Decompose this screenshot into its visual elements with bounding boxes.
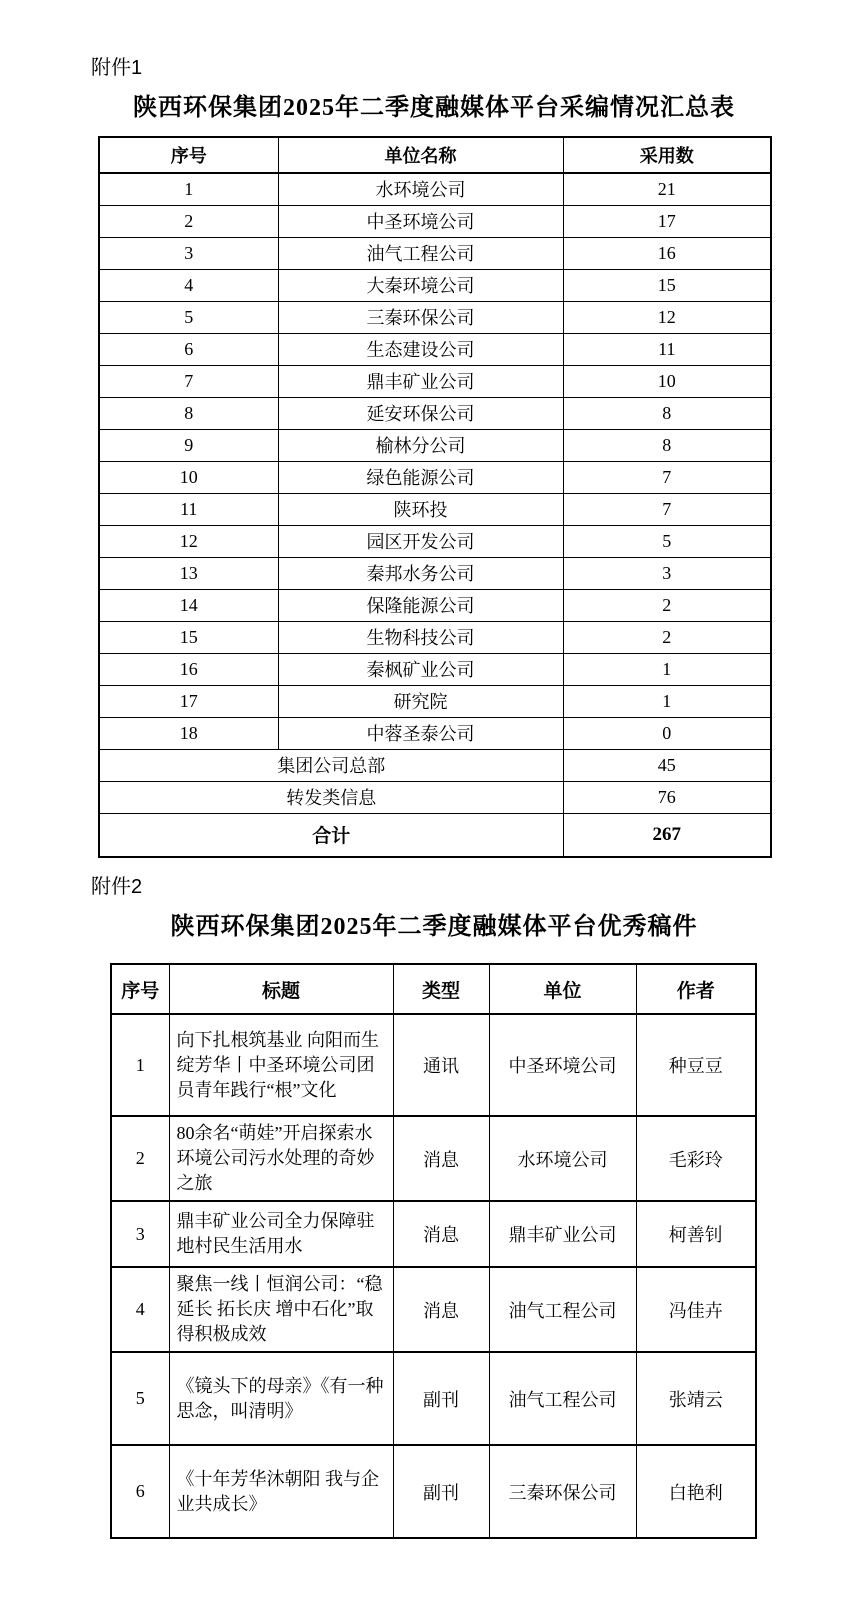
unit-name-cell: 保隆能源公司 bbox=[278, 589, 563, 621]
summary-label-cell: 转发类信息 bbox=[99, 781, 563, 813]
article-unit-cell: 水环境公司 bbox=[489, 1116, 636, 1201]
adopted-count-cell: 3 bbox=[563, 557, 771, 589]
summary-table-row bbox=[99, 269, 771, 301]
adopted-count-cell: 1 bbox=[563, 685, 771, 717]
attachment1-title: 陕西环保集团2025年二季度融媒体平台采编情况汇总表 bbox=[133, 95, 735, 121]
adopted-count-cell: 8 bbox=[563, 429, 771, 461]
adopted-count-cell: 2 bbox=[563, 621, 771, 653]
row-number-cell: 4 bbox=[99, 269, 278, 301]
row-number-cell: 5 bbox=[99, 301, 278, 333]
article-author-cell: 白艳利 bbox=[636, 1445, 756, 1538]
adopted-count-cell: 0 bbox=[563, 717, 771, 749]
article-title-cell: 80余名“萌娃”开启探索水环境公司污水处理的奇妙之旅 bbox=[169, 1116, 393, 1201]
row-number-cell: 7 bbox=[99, 365, 278, 397]
row-number-cell: 18 bbox=[99, 717, 278, 749]
article-type-cell: 消息 bbox=[393, 1267, 489, 1352]
row-number-cell: 13 bbox=[99, 557, 278, 589]
summary-table-summary-row bbox=[99, 749, 771, 781]
unit-name-cell: 鼎丰矿业公司 bbox=[278, 365, 563, 397]
unit-name-cell: 生态建设公司 bbox=[278, 333, 563, 365]
summary-table-row bbox=[99, 429, 771, 461]
row-number-cell: 6 bbox=[99, 333, 278, 365]
article-unit-cell: 油气工程公司 bbox=[489, 1267, 636, 1352]
adopted-count-cell: 10 bbox=[563, 365, 771, 397]
row-number-cell: 16 bbox=[99, 653, 278, 685]
row-number-cell: 14 bbox=[99, 589, 278, 621]
unit-name-cell: 水环境公司 bbox=[278, 173, 563, 205]
articles-table-body bbox=[111, 1014, 756, 1538]
adopted-count-cell: 11 bbox=[563, 333, 771, 365]
articles-table-row bbox=[111, 1116, 756, 1201]
articles-table-row bbox=[111, 1352, 756, 1445]
adopted-count-cell: 21 bbox=[563, 173, 771, 205]
article-title-cell: 向下扎根筑基业 向阳而生绽芳华丨中圣环境公司团员青年践行“根”文化 bbox=[169, 1014, 393, 1116]
article-type-cell: 通讯 bbox=[393, 1014, 489, 1116]
row-number-cell: 4 bbox=[111, 1267, 169, 1352]
row-number-cell: 6 bbox=[111, 1445, 169, 1538]
summary-table-header-cell: 序号 bbox=[99, 137, 278, 173]
unit-name-cell: 秦邦水务公司 bbox=[278, 557, 563, 589]
article-author-cell: 毛彩玲 bbox=[636, 1116, 756, 1201]
summary-table-row bbox=[99, 557, 771, 589]
summary-table-head-row bbox=[99, 137, 771, 173]
articles-table-header-cell: 标题 bbox=[169, 964, 393, 1014]
article-title-cell: 《镜头下的母亲》《有一种思念，叫清明》 bbox=[169, 1352, 393, 1445]
unit-name-cell: 研究院 bbox=[278, 685, 563, 717]
articles-table-header-cell: 类型 bbox=[393, 964, 489, 1014]
article-unit-cell: 鼎丰矿业公司 bbox=[489, 1201, 636, 1267]
summary-table-row bbox=[99, 333, 771, 365]
row-number-cell: 3 bbox=[111, 1201, 169, 1267]
article-type-cell: 副刊 bbox=[393, 1445, 489, 1538]
summary-table-row bbox=[99, 493, 771, 525]
adopted-count-cell: 15 bbox=[563, 269, 771, 301]
summary-count-cell: 267 bbox=[563, 813, 771, 857]
unit-name-cell: 油气工程公司 bbox=[278, 237, 563, 269]
unit-name-cell: 生物科技公司 bbox=[278, 621, 563, 653]
adopted-count-cell: 2 bbox=[563, 589, 771, 621]
unit-name-cell: 榆林分公司 bbox=[278, 429, 563, 461]
articles-table bbox=[110, 963, 757, 1539]
attachment1-label: 附件1 bbox=[91, 57, 143, 79]
row-number-cell: 2 bbox=[111, 1116, 169, 1201]
unit-name-cell: 中蓉圣泰公司 bbox=[278, 717, 563, 749]
adopted-count-cell: 17 bbox=[563, 205, 771, 237]
row-number-cell: 10 bbox=[99, 461, 278, 493]
row-number-cell: 3 bbox=[99, 237, 278, 269]
articles-table-header-cell: 序号 bbox=[111, 964, 169, 1014]
article-title-cell: 《十年芳华沐朝阳 我与企业共成长》 bbox=[169, 1445, 393, 1538]
unit-name-cell: 陕环投 bbox=[278, 493, 563, 525]
adopted-count-cell: 16 bbox=[563, 237, 771, 269]
summary-count-cell: 45 bbox=[563, 749, 771, 781]
article-title-cell: 聚焦一线丨恒润公司：“稳延长 拓长庆 增中石化”取得积极成效 bbox=[169, 1267, 393, 1352]
summary-table-body bbox=[99, 173, 771, 857]
row-number-cell: 1 bbox=[99, 173, 278, 205]
summary-table-row bbox=[99, 461, 771, 493]
article-author-cell: 冯佳卉 bbox=[636, 1267, 756, 1352]
unit-name-cell: 中圣环境公司 bbox=[278, 205, 563, 237]
article-title-cell: 鼎丰矿业公司全力保障驻地村民生活用水 bbox=[169, 1201, 393, 1267]
summary-table-row bbox=[99, 525, 771, 557]
row-number-cell: 15 bbox=[99, 621, 278, 653]
summary-label-cell: 集团公司总部 bbox=[99, 749, 563, 781]
summary-table-header-cell: 采用数 bbox=[563, 137, 771, 173]
articles-table-row bbox=[111, 1445, 756, 1538]
summary-table-row bbox=[99, 621, 771, 653]
summary-table-row bbox=[99, 717, 771, 749]
summary-table-summary-row bbox=[99, 813, 771, 857]
attachment2-title: 陕西环保集团2025年二季度融媒体平台优秀稿件 bbox=[170, 914, 698, 940]
article-unit-cell: 油气工程公司 bbox=[489, 1352, 636, 1445]
summary-table-row bbox=[99, 365, 771, 397]
summary-table-row bbox=[99, 173, 771, 205]
articles-table-header-cell: 作者 bbox=[636, 964, 756, 1014]
summary-table-head bbox=[99, 137, 771, 173]
row-number-cell: 8 bbox=[99, 397, 278, 429]
adopted-count-cell: 7 bbox=[563, 493, 771, 525]
row-number-cell: 12 bbox=[99, 525, 278, 557]
unit-name-cell: 绿色能源公司 bbox=[278, 461, 563, 493]
adopted-count-cell: 5 bbox=[563, 525, 771, 557]
row-number-cell: 5 bbox=[111, 1352, 169, 1445]
article-type-cell: 消息 bbox=[393, 1116, 489, 1201]
article-type-cell: 消息 bbox=[393, 1201, 489, 1267]
articles-table-header-cell: 单位 bbox=[489, 964, 636, 1014]
unit-name-cell: 园区开发公司 bbox=[278, 525, 563, 557]
articles-table-head-row bbox=[111, 964, 756, 1014]
article-unit-cell: 中圣环境公司 bbox=[489, 1014, 636, 1116]
article-author-cell: 种豆豆 bbox=[636, 1014, 756, 1116]
summary-table-header-cell: 单位名称 bbox=[278, 137, 563, 173]
article-type-cell: 副刊 bbox=[393, 1352, 489, 1445]
row-number-cell: 2 bbox=[99, 205, 278, 237]
articles-table-row bbox=[111, 1014, 756, 1116]
adopted-count-cell: 1 bbox=[563, 653, 771, 685]
row-number-cell: 9 bbox=[99, 429, 278, 461]
summary-table-row bbox=[99, 205, 771, 237]
articles-table-row bbox=[111, 1201, 756, 1267]
article-unit-cell: 三秦环保公司 bbox=[489, 1445, 636, 1538]
summary-table-summary-row bbox=[99, 781, 771, 813]
row-number-cell: 1 bbox=[111, 1014, 169, 1116]
unit-name-cell: 秦枫矿业公司 bbox=[278, 653, 563, 685]
unit-name-cell: 三秦环保公司 bbox=[278, 301, 563, 333]
attachment2-label: 附件2 bbox=[91, 876, 143, 898]
summary-table bbox=[98, 136, 772, 858]
row-number-cell: 11 bbox=[99, 493, 278, 525]
adopted-count-cell: 8 bbox=[563, 397, 771, 429]
unit-name-cell: 延安环保公司 bbox=[278, 397, 563, 429]
article-author-cell: 张靖云 bbox=[636, 1352, 756, 1445]
unit-name-cell: 大秦环境公司 bbox=[278, 269, 563, 301]
summary-table-row bbox=[99, 653, 771, 685]
adopted-count-cell: 12 bbox=[563, 301, 771, 333]
articles-table-row bbox=[111, 1267, 756, 1352]
summary-table-row bbox=[99, 237, 771, 269]
article-author-cell: 柯善钊 bbox=[636, 1201, 756, 1267]
row-number-cell: 17 bbox=[99, 685, 278, 717]
summary-label-cell: 合计 bbox=[99, 813, 563, 857]
summary-table-row bbox=[99, 589, 771, 621]
adopted-count-cell: 7 bbox=[563, 461, 771, 493]
summary-table-row bbox=[99, 685, 771, 717]
articles-table-head bbox=[111, 964, 756, 1014]
summary-table-row bbox=[99, 301, 771, 333]
summary-table-row bbox=[99, 397, 771, 429]
summary-count-cell: 76 bbox=[563, 781, 771, 813]
